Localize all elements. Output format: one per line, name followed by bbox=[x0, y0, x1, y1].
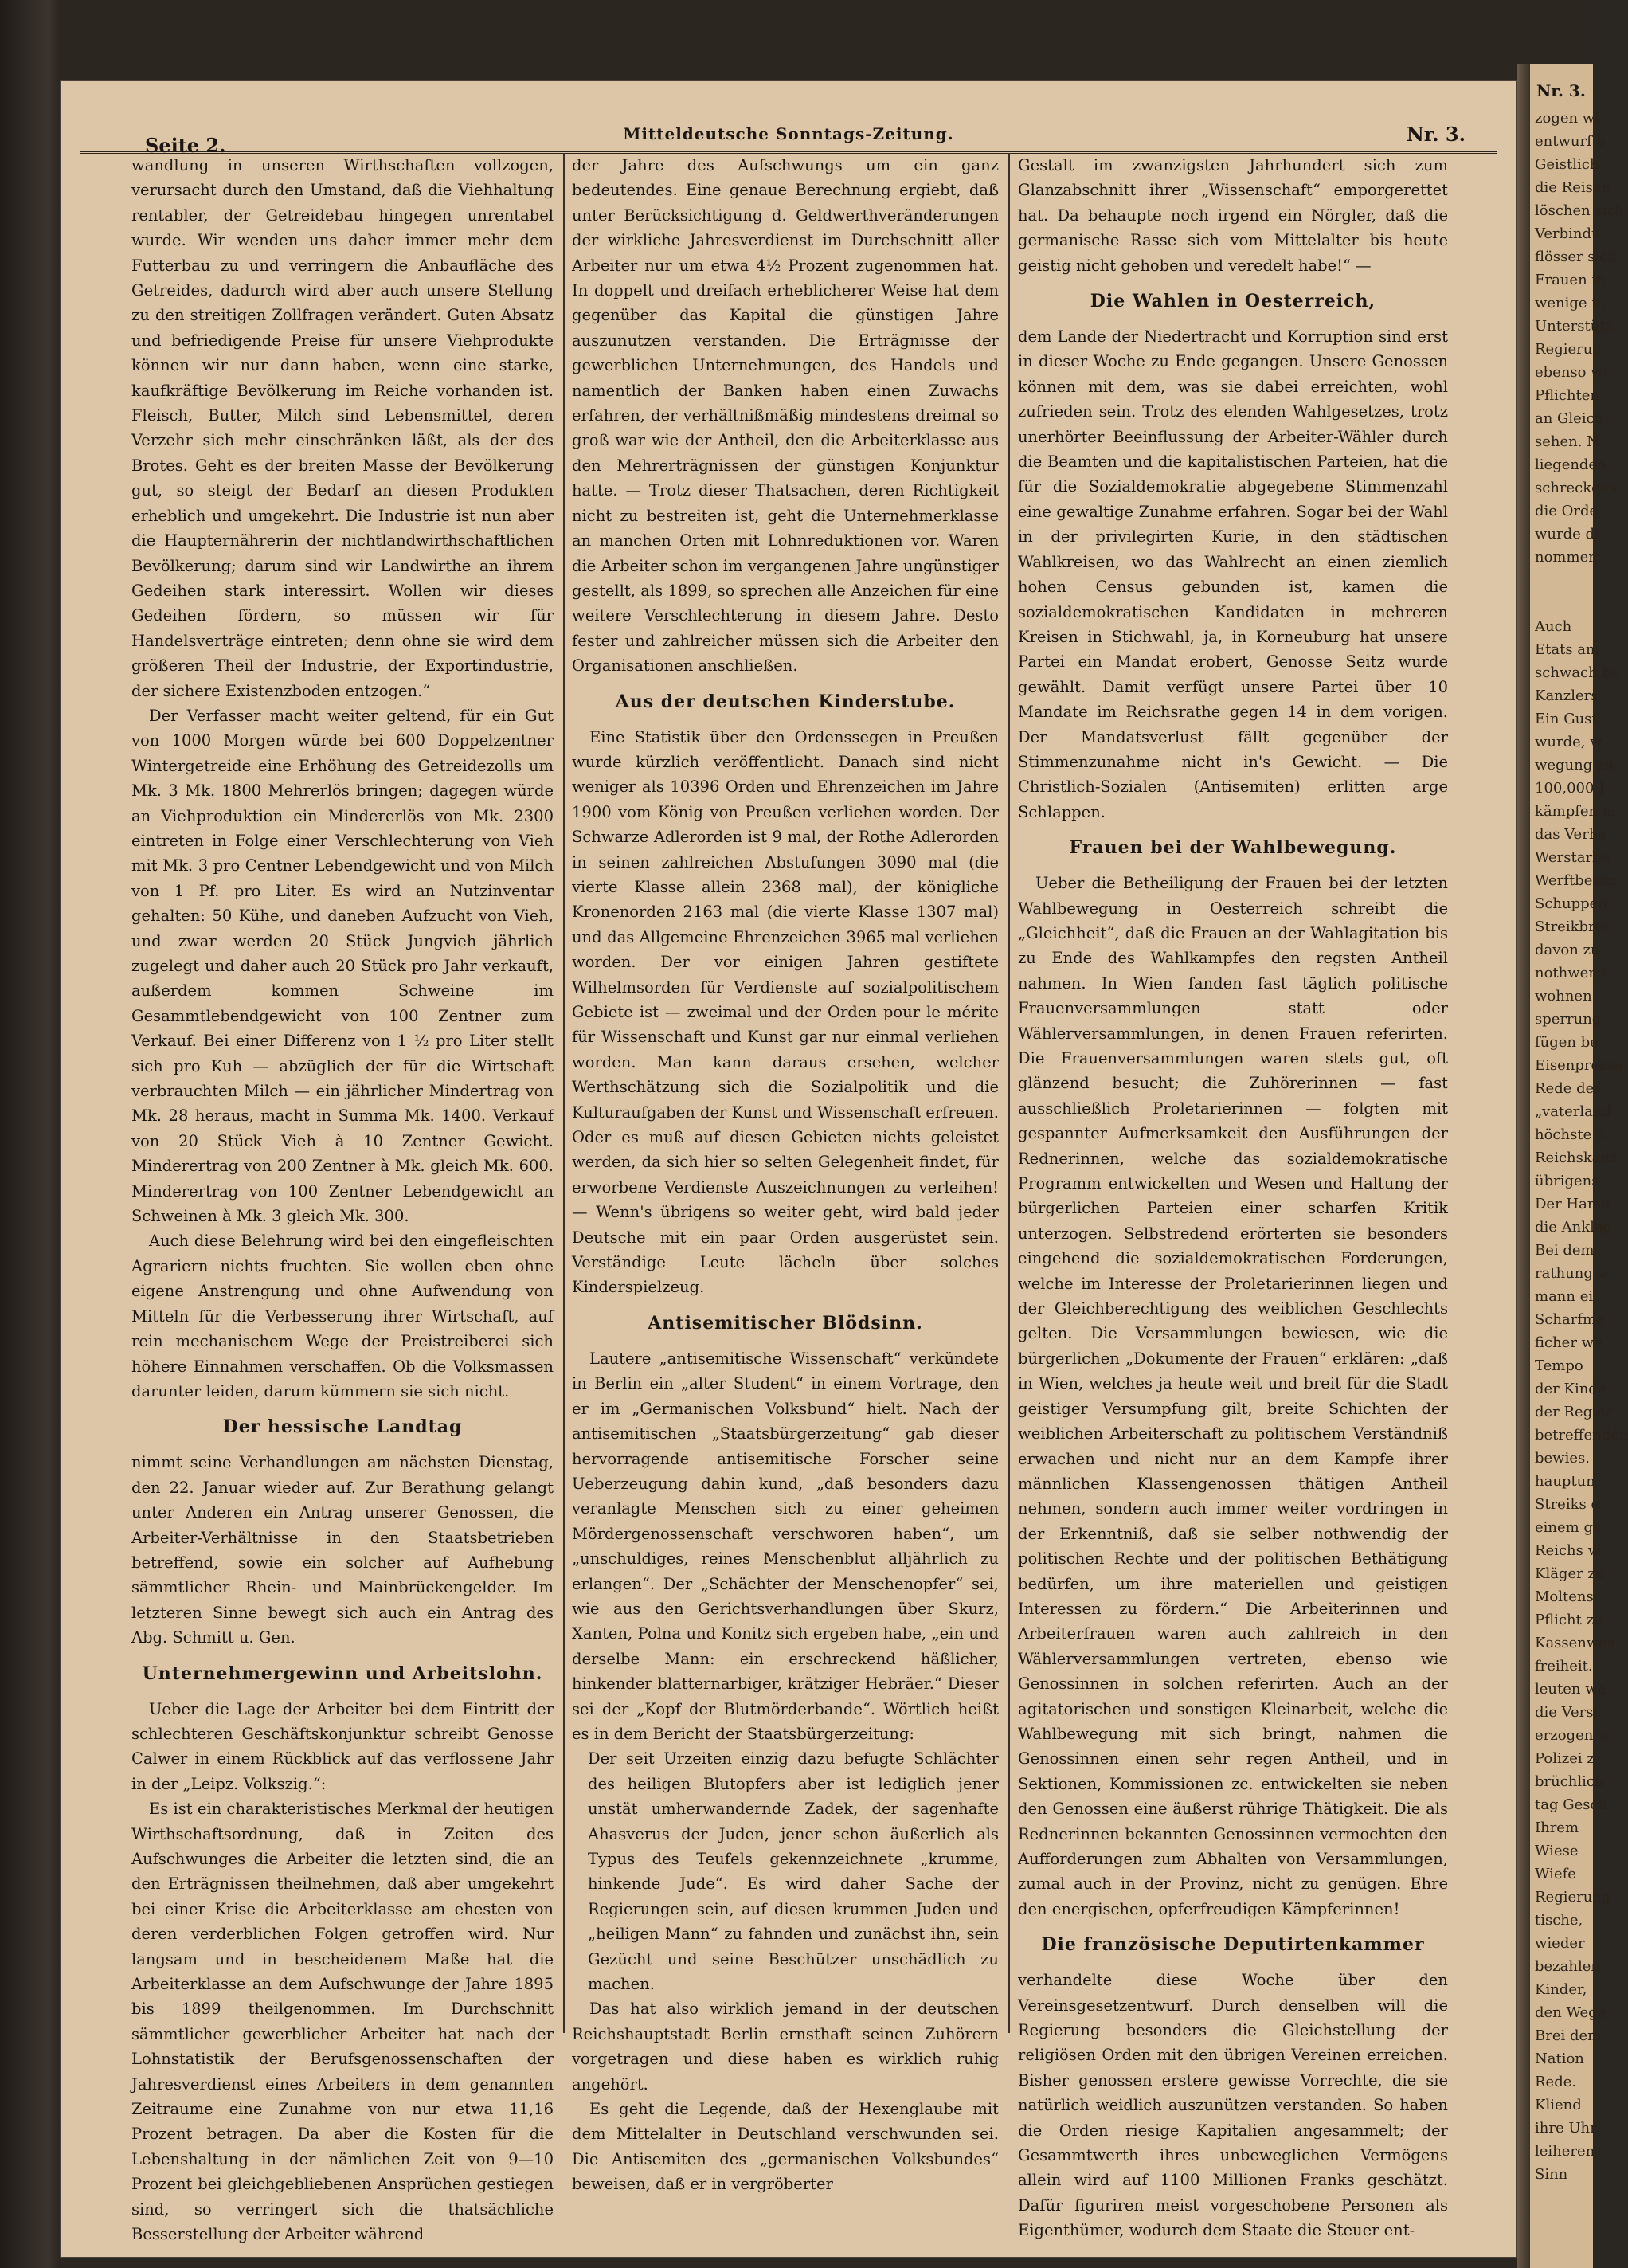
adjacent-page-line: übrigens bbox=[1535, 1173, 1599, 1189]
adjacent-page-line: Werftbesitz bbox=[1535, 872, 1618, 889]
adjacent-page-line: flösser sich bbox=[1535, 249, 1617, 265]
adjacent-page-line: der Regier bbox=[1535, 1404, 1613, 1420]
page-number: Seite 2. bbox=[145, 134, 226, 157]
adjacent-page-line: 100,000 J bbox=[1535, 780, 1605, 797]
article-paragraph: Auch diese Belehrung wird bei den eingefleischten Agrariern nichts fruchten. Sie wollen eben ohne eigene Anstrengung und ohne Aufwendung von Mitteln für die Verbesserung ihrer Wirtschaft, auf rein mechanischem Wege der Preistreiberei sich höhere Einnahmen verschaffen. Ob die Volksmassen darunter leiden, darum kümmern sie sich nicht. bbox=[131, 1232, 554, 1400]
adjacent-page-line: Kläger zu bbox=[1535, 1565, 1605, 1582]
adjacent-page-line: Brei dem bbox=[1535, 2027, 1602, 2044]
adjacent-page-line: Wiese bbox=[1535, 1843, 1579, 1859]
article-paragraph: Gestalt im zwanzigsten Jahrhundert sich zum Glanzabschnitt ihrer „Wissenschaft“ emporgerettet hat. Da behaupte noch irgend ein Nörgler, daß die germanische Rasse sich vom Mittelalter bis heute geistig nicht gehoben und veredelt habe!“ — bbox=[1018, 156, 1448, 275]
adjacent-page-line: Regierung bbox=[1535, 1889, 1611, 1906]
adjacent-page-line: Pflicht zu bbox=[1535, 1612, 1603, 1628]
adjacent-page-line: Wiefe bbox=[1535, 1866, 1576, 1882]
adjacent-page-line: bezahlen bbox=[1535, 1958, 1600, 1975]
adjacent-page-line: der Kinde bbox=[1535, 1381, 1606, 1397]
adjacent-page-line: tische, bbox=[1535, 1912, 1583, 1929]
adjacent-page-line: Reichs w bbox=[1535, 1542, 1601, 1559]
adjacent-page-line: brüchlich bbox=[1535, 1773, 1604, 1790]
article-paragraph: Es geht die Legende, daß der Hexenglaube mit dem Mittelalter in Deutschland verschwunden sei. Die Antisemiten des „germanischen Volksbundes“ beweisen, daß er in vergröberter bbox=[572, 2100, 999, 2194]
issue-number: Nr. 3. bbox=[1406, 123, 1466, 146]
article-heading-kinderstube: Aus der deutschen Kinderstube. bbox=[615, 691, 956, 712]
adjacent-page-line: leuten we bbox=[1535, 1681, 1606, 1698]
adjacent-page-line: hauptun bbox=[1535, 1473, 1595, 1490]
adjacent-page-line: betreffenden bbox=[1535, 1427, 1628, 1443]
column-2 bbox=[572, 153, 999, 2194]
adjacent-page-line: mann ei bbox=[1535, 1288, 1594, 1305]
adjacent-page-line: Tempo bbox=[1535, 1357, 1583, 1374]
adjacent-page-fragment bbox=[1530, 64, 1628, 2268]
adjacent-page-line: die Orde bbox=[1535, 503, 1599, 519]
article-paragraph: nimmt seine Verhandlungen am nächsten Dienstag, den 22. Januar wieder auf. Zur Berathung gelangt unter Anderen ein Antrag unserer Genossen, die Arbeiter-Verhältnisse in den Staatsbetrieben betreffend, sowie ein solcher auf Aufhebung sämmtlicher Rhein- und Mainbrückengelder. Im letzteren Sinne bewegt sich auch ein Antrag des Abg. Schmitt u. Gen. bbox=[131, 1453, 554, 1647]
adjacent-page-line: Geistlich bbox=[1535, 156, 1599, 173]
article-paragraph: Lautere „antisemitische Wissenschaft“ verkündete in Berlin ein „alter Student“ in einem Vortrage, den er im „Germanischen Volksbund“ hielt. Nach der antisemitischen „Staatsbürgerzeitung“ gab dieser hervorragende antisemitische Forscher seine Ueberzeugung dahin kund, „daß besonders dazu veranlagte Menschen sich zu einer geheimen Mördergenossenschaft verschworen haben“, um „unschuldiges, reines Menschenblut alljährlich zu erlangen“. Der „Schächter der Menschenopfer“ sei, wie aus den Gerichtsverhandlungen über Skurz, Xanten, Polna und Konitz sich ergeben habe, „ein und derselbe Mann: ein erschreckend häßlicher, hinkender blatternarbiger, krätziger Hebräer.“ Dieser sei der „Kopf der Blutmörderbande“. Wörtlich heißt es in dem Bericht der Staatsbürgerzeitung: bbox=[572, 1349, 999, 1743]
article-heading-antisemitismus: Antisemitischer Blödsinn. bbox=[648, 1312, 923, 1334]
adjacent-page-line: Scharfma bbox=[1535, 1311, 1605, 1328]
adjacent-page-line: nommen bbox=[1535, 549, 1598, 566]
column-divider bbox=[563, 153, 565, 2033]
page-header bbox=[80, 118, 1497, 157]
adjacent-page-line: wieder bbox=[1535, 1935, 1585, 1952]
adjacent-page-line: Sinn bbox=[1535, 2166, 1568, 2183]
adjacent-page-line: entwurf e bbox=[1535, 133, 1606, 150]
adjacent-page-line: Etats am bbox=[1535, 641, 1600, 658]
adjacent-page-line: Kliend bbox=[1535, 2097, 1582, 2113]
quoted-paragraph: Der seit Urzeiten einzig dazu befugte Schlächter des heiligen Blutopfers aber ist lediglich jener unstät umherwandernde Zadek, der sagenhafte Ahasverus der Juden, jener schon äußerlich als Typus des Teufels gekennzeichnete „krumme, hinkende Jude“. Es wird daher Sache der Regierungen sein, auf diesen krummen Juden und „heiligen Mann“ zu fahnden und zunächst ihn, sein Gezücht und seine Beschützer unschädlich zu machen. bbox=[588, 1749, 999, 1994]
article-heading-unternehmergewinn: Unternehmergewinn und Arbeitslohn. bbox=[142, 1663, 543, 1684]
article-paragraph: Eine Statistik über den Ordenssegen in Preußen wurde kürzlich veröffentlicht. Danach sind nicht weniger als 10396 Orden und Ehrenzeichen im Jahre 1900 vom König von Preußen verliehen worden. Der Schwarze Adlerorden ist 9 mal, der Rothe Adlerorden in seinen zahlreichen Abstufungen 3090 mal (die vierte Klasse allein 2368 mal), der königliche Kronenorden 2163 mal (die vierte Klasse 1307 mal) und das Allgemeine Ehrenzeichen 3965 mal verliehen worden. Der vor einigen Jahren gestiftete Wilhelmsorden für Verdienste auf sozialpolitischem Gebiete ist — zweimal und der Orden pour le mérite für Wissenschaft und Kunst gar nur einmal verliehen worden. Man kann daraus ersehen, welcher Werthschätzung sich die Sozialpolitik und die Kulturaufgaben der Kunst und Wissenschaft erfreuen. Oder es muß auf diesen Gebieten nichts geleistet werden, da sich hier so selten Gelegenheit findet, für erworbene Verdienste Auszeichnungen zu verleihen! — Wenn's übrigens so weiter geht, wird bald jeder Deutsche mit ein paar Orden ausgerüstet sein. Verständige Leute lächeln über solches Kinderspielzeug. bbox=[572, 727, 999, 1297]
column-divider bbox=[1008, 153, 1010, 2033]
article-paragraph: dem Lande der Niedertracht und Korruption sind erst in dieser Woche zu Ende gegangen. Unsere Genossen können mit dem, was sie dabei erreichten, wohl zufrieden sein. Trotz des elenden Wahlgesetzes, trotz unerhörter Beeinflussung der Arbeiter-Wähler durch die Beamten und die kapitalistischen Parteien, hat die für die Sozialdemokratie abgegebene Stimmenzahl eine gewaltige Zunahme erfahren. Sogar bei der Wahl in der privilegirten Kurie, in den städtischen Wahlkreisen, wo das Wahlrecht an einen ziemlich hohen Census gebunden ist, kamen die sozialdemokratischen Kandidaten in mehreren Kreisen in Stichwahl, ja, in Korneuburg hat unsere Partei ein Mandat erobert, Genosse Seitz wurde gewählt. Damit verfügt unsere Partei über 10 Mandate im Reichsrathe gegen 14 in dem vorigen. Der Mandatsverlust fällt gegenüber der Stimmenzunahme nicht in's Gewicht. — Die Christlich-Sozialen (Antisemiten) erlitten arge Schlappen. bbox=[1018, 327, 1448, 821]
article-paragraph: Es ist ein charakteristisches Merkmal der heutigen Wirthschaftsordnung, daß in Zeiten des Aufschwunges die Arbeiter die letzten sind, die an den Erträgnissen theilnehmen, daß aber umgekehrt bei einer Krise die Arbeiterklasse am ehesten von deren verderblichen Folgen getroffen wird. Nur langsam und in bescheidenem Maße hat die Arbeiterklasse an dem Aufschwunge der Jahre 1895 bis 1899 theilgenommen. Im Durchschnitt sämmtlicher gewerblicher Arbeiter hat nach der Lohnstatistik der Berufsgenossenschaften der Jahresverdienst eines Arbeiters in dem genannten Zeitraume eine Zunahme von nur etwa 11,16 Prozent betragen. Da aber die Kosten für die Lebenshaltung in der nämlichen Zeit von 9—10 Prozent bei gleichgebliebenen Ansprüchen gestiegen sind, so verringert sich die thatsächliche Besserstellung der Arbeiter während bbox=[131, 1800, 554, 2244]
adjacent-page-line: einem ge bbox=[1535, 1519, 1602, 1536]
adjacent-page-line: kämpfen m bbox=[1535, 803, 1616, 820]
adjacent-page-line: Rede. bbox=[1535, 2074, 1577, 2090]
adjacent-page-line: freiheit. bbox=[1535, 1658, 1593, 1675]
adjacent-page-line: Kinder, bbox=[1535, 1981, 1587, 1998]
article-heading-wahlen: Die Wahlen in Oesterreich, bbox=[1090, 291, 1376, 312]
adjacent-page-line: Ihrem bbox=[1535, 1819, 1579, 1836]
article-heading-deputirtenkammer: Die französische Deputirtenkammer bbox=[1041, 1934, 1425, 1956]
adjacent-page-line: Kanzlers bbox=[1535, 687, 1599, 704]
adjacent-page-line: Pflichten bbox=[1535, 387, 1600, 404]
adjacent-page-line: Auch bbox=[1535, 618, 1572, 635]
adjacent-page-line: wurde di bbox=[1535, 526, 1599, 543]
adjacent-page-line: ihre Uhr bbox=[1535, 2120, 1597, 2137]
adjacent-page-line: Werstarbe bbox=[1535, 849, 1610, 866]
adjacent-page-line: Verbindu bbox=[1535, 225, 1601, 242]
adjacent-page-line: wegung zu bbox=[1535, 757, 1614, 774]
adjacent-page-line: die Anklag bbox=[1535, 1219, 1613, 1236]
adjacent-page-line: Streikbrec bbox=[1535, 919, 1612, 935]
adjacent-page-line: Nation bbox=[1535, 2051, 1584, 2067]
article-heading-landtag: Der hessische Landtag bbox=[222, 1416, 463, 1438]
article-heading-frauen: Frauen bei der Wahlbewegung. bbox=[1069, 837, 1397, 859]
article-paragraph: wandlung in unseren Wirthschaften vollzogen, verursacht durch den Umstand, daß die Viehhaltung rentabler, der Getreidebau hingegen unrentabel wurde. Wir wenden uns daher immer mehr dem Futterbau zu und verringern die Anbaufläche des Getreides, dadurch wird aber auch unsere Stellung zu den streitigen Zollfragen verändert. Guten Absatz und befriedigende Preise für unsere Viehprodukte können wir nur dann haben, wenn eine starke, kaufkräftige Bevölkerung im Reiche vorhanden ist. Fleisch, Butter, Milch sind Lebensmittel, deren Verzehr sich mehr einschränken läßt, als der des Brotes. Geht es der breiten Masse der Bevölkerung gut, so steigt der Bedarf an diesen Produkten erheblich und umgekehrt. Die Industrie ist nun aber die Haupternährerin der nichtlandwirthschaftlichen Bevölkerung; darum sind wir Landwirthe an ihrem Gedeihen stark interessirt. Wollen wir dieses Gedeihen fördern, so müssen wir für Handelsverträge eintreten; denn ohne sie wird dem größeren Theil der Industrie, der Exportindustrie, der sichere Existenzboden entzogen.“ bbox=[131, 156, 554, 700]
adjacent-page-line: sperrung bbox=[1535, 1011, 1602, 1028]
newspaper-title: Mitteldeutsche Sonntags-Zeitung. bbox=[623, 124, 954, 143]
adjacent-page-line: Moltens bbox=[1535, 1588, 1594, 1605]
adjacent-page-line: wurde, w bbox=[1535, 734, 1603, 750]
adjacent-page-line: ficher we bbox=[1535, 1334, 1603, 1351]
adjacent-page-line: den Wege bbox=[1535, 2004, 1606, 2021]
adjacent-page-number: Nr. 3. bbox=[1536, 81, 1586, 100]
adjacent-page-line: Ein Gust bbox=[1535, 711, 1598, 727]
adjacent-page-line: ebenso wi bbox=[1535, 364, 1608, 381]
article-paragraph: Der Verfasser macht weiter geltend, für ein Gut von 1000 Morgen würde bei 600 Doppelzentner Wintergetreide eine Erhöhung des Getreidezolls um Mk. 3 Mk. 1800 Mehrerlös bringen; dagegen würde an Viehproduktion ein Mindererlös von Mk. 2300 eintreten in Folge einer Verschlechterung von Vieh mit Mk. 3 pro Centner Lebendgewicht und von Milch von 1 Pf. pro Liter. Es wird an Nutzinventar gehalten: 50 Kühe, und daneben Aufzucht von Vieh, und zwar werden 20 Stück Jungvieh jährlich zugelegt und daher auch 20 Stück pro Jahr verkauft, außerdem kommen Schweine im Gesammtlebendgewicht von 100 Zentner zum Verkauf. Bei einer Differenz von 1 ½ pro Liter stellt sich pro Kuh — abzüglich der für die Wirtschaft verbrauchten Milch — ein jährlicher Mindertrag von Mk. 28 heraus, macht in Summa Mk. 1400. Verkauf von 20 Stück Vieh à 10 Zentner Gewicht. Minderertrag von 200 Zentner à Mk. gleich Mk. 600. Minderertrag von 100 Zentner Lebendgewicht an Schweinen à Mk. 3 gleich Mk. 300. bbox=[131, 706, 554, 1226]
column-3 bbox=[1018, 153, 1448, 2240]
article-paragraph: Ueber die Betheiligung der Frauen bei der letzten Wahlbewegung in Oesterreich schreibt die „Gleichheit“, daß die Frauen an der Wahlagitation bis zu Ende des Wahlkampfes den regsten Antheil nahmen. In Wien fanden fast täglich politische Frauenversammlungen statt oder Wählerversammlungen, in denen Frauen referirten. Die Frauenversammlungen waren stets gut, oft glänzend besucht; die Zuhörerinnen — fast ausschließlich Proletarierinnen — folgten mit gespannter Aufmerksamkeit den Ausführungen der Rednerinnen, welche das sozialdemokratische Programm entwickelten und Wesen und Haltung der bürgerlichen Parteien einer scharfen Kritik unterzogen. Selbstredend erörterten sie besonders eingehend die sozialdemokratischen Forderungen, welche im Interesse der Proletarierinnen liegen und der Gleichberechtigung des weiblichen Geschlechts gelten. Die Versammlungen bewiesen, wie die bürgerlichen „Dokumente der Frauen“ erklären: „daß in Wien, welches ja heute weit und breit für die Stadt geistiger Versumpfung gilt, breite Schichten der weiblichen Arbeiterschaft zu politischem Verständniß erwachen und nicht nur an dem Kampfe ihrer männlichen Klassengenossen thätigen Antheil nehmen, sondern auch immer weiter vordringen in der Erkenntniß, daß sie selber nothwendig der politischen Rechte und der politischen Bethätigung bedürfen, um ihre materiellen und geistigen Interessen zu fördern.“ Die Arbeiterinnen und Arbeiterfrauen waren auch zahlreich in den Wählerversammlungen vertreten, ebenso wie Genossinnen in solchen referirten. Auch an der agitatorischen und sonstigen Kleinarbeit, welche die Wahlbewegung mit sich bringt, nahmen die Genossinnen einen sehr regen Antheil, und in Sektionen, Kommissionen zc. entwickelten sie neben den Genossen eine äußerst rührige Thätigkeit. Die als Rednerinnen bekannten Genossinnen vermochten den Aufforderungen zum Abhalten von Versammlungen, zumal auch in der Provinz, nicht zu genügen. Ehre den energischen, opferfreudigen Kämpferinnen! bbox=[1018, 874, 1448, 1918]
adjacent-page-line: Eisenpresse bbox=[1535, 1057, 1623, 1074]
adjacent-page-line: rathung w bbox=[1535, 1265, 1610, 1282]
adjacent-page-line: das Verhä bbox=[1535, 826, 1607, 843]
adjacent-page-line: tag Gesch bbox=[1535, 1796, 1608, 1813]
adjacent-page-line: Kassenwes bbox=[1535, 1635, 1615, 1651]
adjacent-page-line: Reichskanz bbox=[1535, 1150, 1618, 1166]
adjacent-page-line: Rede des bbox=[1535, 1080, 1602, 1097]
adjacent-page-line: Der Hamb bbox=[1535, 1196, 1610, 1212]
adjacent-page-line: wenige in bbox=[1535, 295, 1606, 311]
adjacent-page-line: bewies. bbox=[1535, 1450, 1590, 1467]
adjacent-page-line: Regierun bbox=[1535, 341, 1602, 358]
adjacent-page-line: die Reisen bbox=[1535, 179, 1611, 196]
adjacent-page-line: schreckens bbox=[1535, 480, 1617, 496]
adjacent-page-line bbox=[1530, 592, 1593, 615]
adjacent-page-line: sehen. N bbox=[1535, 433, 1599, 450]
adjacent-page-line: an Gleich bbox=[1535, 410, 1604, 427]
column-1 bbox=[131, 153, 554, 2244]
adjacent-page-lines bbox=[1530, 107, 1628, 2186]
article-paragraph: Ueber die Lage der Arbeiter bei dem Eintritt der schlechteren Geschäftskonjunktur schreibt Genosse Calwer in einem Rückblick auf das verflossene Jahr in der „Leipz. Volkszig.“: bbox=[131, 1699, 554, 1793]
article-paragraph: Das hat also wirklich jemand in der deutschen Reichshauptstadt Berlin ernsthaft seinen Zuhörern vorgetragen und diese haben es wirklich ruhig angehört. bbox=[572, 2000, 999, 2094]
adjacent-page-line: Polizei z bbox=[1535, 1750, 1595, 1767]
adjacent-page-line: erzogen w bbox=[1535, 1727, 1610, 1744]
adjacent-page-line: die Versi bbox=[1535, 1704, 1599, 1721]
adjacent-page-line: „vaterland bbox=[1535, 1103, 1612, 1120]
adjacent-page-line: Bei dem bbox=[1535, 1242, 1595, 1259]
adjacent-page-line: wohnen bbox=[1535, 988, 1592, 1005]
adjacent-page-line: nothwend bbox=[1535, 965, 1607, 981]
article-paragraph: verhandelte diese Woche über den Vereinsgesetzentwurf. Durch denselben will die Regierung besonders die Gleichstellung der religiösen Orden mit den übrigen Vereinen erreichen. Bisher genossen erstere gewisse Vorrechte, die sie natürlich weidlich auszunützen verstanden. So haben die Orden riesige Kapitalien angesammelt; der Gesammtwerth ihres unbeweglichen Vermögens allein wird auf 1100 Millionen Franks geschätzt. Dafür figuriren meist vorgeschobene Personen als Eigenthümer, wodurch dem Staate die Steuer ent- bbox=[1018, 1971, 1448, 2240]
adjacent-page-line: davon zu bbox=[1535, 942, 1600, 958]
adjacent-page-line: höchste ü bbox=[1535, 1126, 1606, 1143]
adjacent-page-line: löschen sich bbox=[1535, 202, 1625, 219]
adjacent-page-line: liegenden bbox=[1535, 456, 1606, 473]
adjacent-page-line: Unterstütz bbox=[1535, 318, 1614, 335]
adjacent-page-line: fügen be bbox=[1535, 1034, 1599, 1051]
adjacent-page-line bbox=[1530, 569, 1593, 592]
adjacent-page-line: Streiks e bbox=[1535, 1496, 1600, 1513]
article-paragraph: der Jahre des Aufschwungs um ein ganz bedeutendes. Eine genaue Berechnung ergiebt, daß unter Berücksichtigung d. Geldwerthveränderungen der wirkliche Jahresverdienst im Durchschnitt aller Arbeiter nur um etwa 4½ Prozent zugenommen hat. In doppelt und dreifach erheblicherer Weise hat dem gegenüber das Kapital die günstigen Jahre auszunutzen verstanden. Die Erträgnisse der gewerblichen Unternehmungen, des Handels und namentlich der Banken haben einen Zuwachs erfahren, der verhältnißmäßig mindestens dreimal so groß war wie der Antheil, den die Arbeiterklasse aus den Mehrerträgnissen der günstigen Konjunktur hatte. — Trotz dieser Thatsachen, deren Richtigkeit nicht zu bestreiten ist, geht die Unternehmerklasse an manchen Orten mit Lohnreduktionen vor. Waren die Arbeiter schon im vergangenen Jahre ungünstiger gestellt, als 1899, so sprechen alle Anzeichen für eine weitere Verschlechterung in diesem Jahre. Desto fester und zahlreicher müssen sich die Arbeiter den Organisationen anschließen. bbox=[572, 156, 999, 676]
adjacent-page-line: leiheren bbox=[1535, 2143, 1595, 2160]
adjacent-page-line: Frauen in bbox=[1535, 272, 1606, 288]
book-spine bbox=[1517, 64, 1530, 2268]
adjacent-page-line: Schuppen bbox=[1535, 895, 1607, 912]
adjacent-page-line: zogen wi bbox=[1535, 110, 1599, 127]
adjacent-page-line: schwach be bbox=[1535, 664, 1620, 681]
